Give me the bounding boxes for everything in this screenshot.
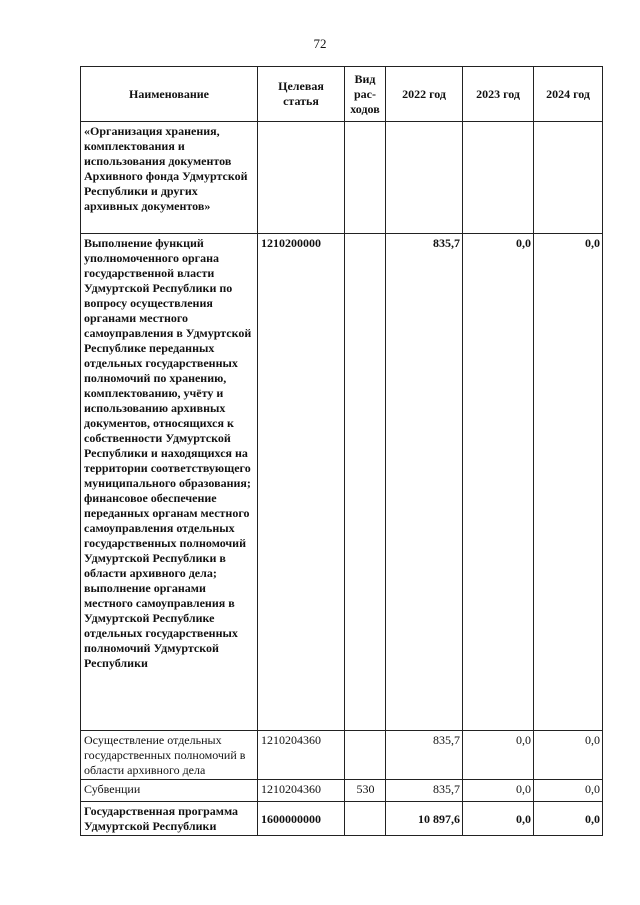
row-2024: 0,0 <box>534 234 603 731</box>
table-row <box>81 780 603 802</box>
row-2022: 10 897,6 <box>386 802 463 836</box>
header-name: Наименование <box>81 67 258 122</box>
row-name: Субвенции <box>81 780 258 802</box>
row-2023: 0,0 <box>463 234 534 731</box>
row-2024: 0,0 <box>534 731 603 780</box>
row-name: «Организация хранения, комплектования и использования документов Архивного фонда Удмуртской Республики и других архивных документов» <box>81 122 258 234</box>
row-2023: 0,0 <box>463 731 534 780</box>
row-2022 <box>386 122 463 234</box>
header-expense-type-line2: рас- <box>354 86 376 101</box>
header-year-2024: 2024 год <box>534 67 603 122</box>
table-row <box>81 234 603 731</box>
row-2024: 0,0 <box>534 802 603 836</box>
row-2024: 0,0 <box>534 780 603 802</box>
table-row <box>81 122 603 234</box>
row-name: Государственная программа Удмуртской Республики <box>81 802 258 836</box>
row-target: 1600000000 <box>258 802 345 836</box>
row-target <box>258 122 345 234</box>
row-2023 <box>463 122 534 234</box>
row-2024 <box>534 122 603 234</box>
header-expense-type-line3: ходов <box>350 101 380 116</box>
header-year-2022: 2022 год <box>386 67 463 122</box>
row-target: 1210200000 <box>258 234 345 731</box>
row-2023: 0,0 <box>463 802 534 836</box>
row-name: Осуществление отдельных государственных полномочий в области архивного дела <box>81 731 258 780</box>
table-row <box>81 731 603 780</box>
page-number: 72 <box>313 36 327 51</box>
header-expense-type <box>345 67 386 122</box>
row-vid <box>345 802 386 836</box>
row-2022: 835,7 <box>386 731 463 780</box>
row-vid <box>345 234 386 731</box>
table-row <box>81 802 603 836</box>
header-row <box>81 67 603 122</box>
row-vid <box>345 731 386 780</box>
row-2022: 835,7 <box>386 780 463 802</box>
header-target-article: Целевая статья <box>258 67 345 122</box>
row-target: 1210204360 <box>258 731 345 780</box>
row-vid <box>345 122 386 234</box>
row-2022: 835,7 <box>386 234 463 731</box>
row-name: Выполнение функций уполномоченного органа государственной власти Удмуртской Республики по вопросу осуществления органами местного самоуправления в Удмуртской Республике переданных отдельных государственных полномочий по хранению, комплектованию, учёту и использованию архивных документов, относящихся к собственности Удмуртской Республики и находящихся на территории соответствующего муниципального образования; финансовое обеспечение переданных органам местного самоуправления отдельных государственных полномочий Удмуртской Республики в области архивного дела; выполнение органами местного самоуправления в Удмуртской Республике отдельных государственных полномочий Удмуртской Республики <box>81 234 258 731</box>
row-target: 1210204360 <box>258 780 345 802</box>
row-vid: 530 <box>345 780 386 802</box>
row-2023: 0,0 <box>463 780 534 802</box>
header-expense-type-line1: Вид <box>354 71 376 86</box>
header-year-2023: 2023 год <box>463 67 534 122</box>
budget-table <box>80 66 603 836</box>
